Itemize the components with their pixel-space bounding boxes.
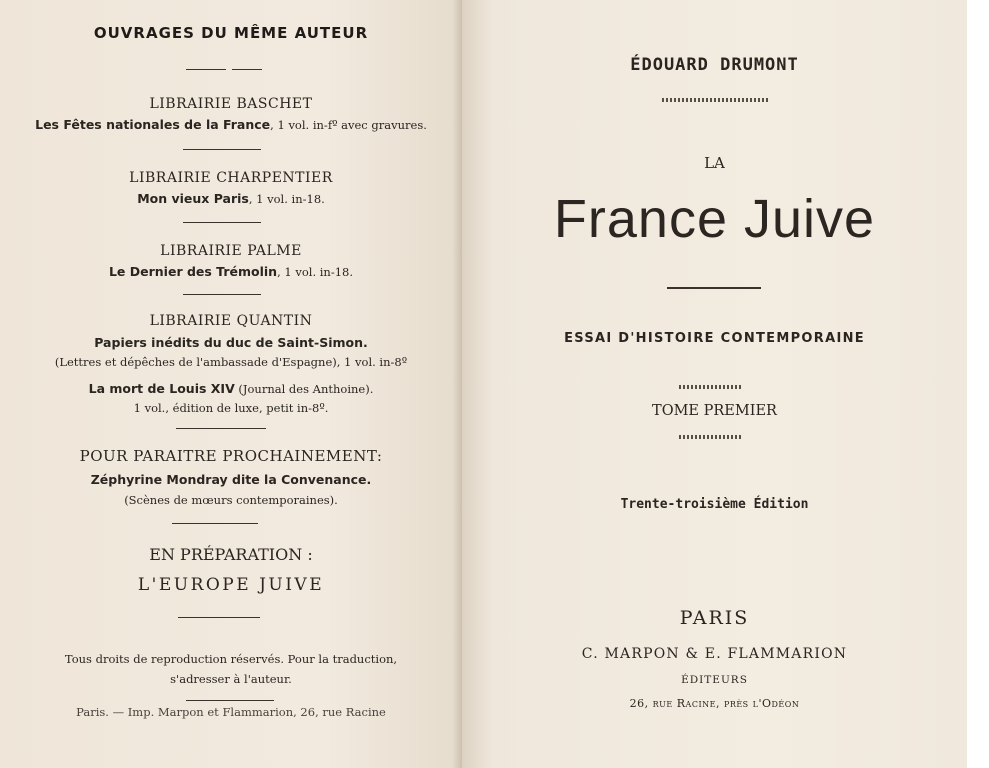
divider: [183, 222, 261, 223]
background-edge: [967, 0, 989, 768]
book-title: Les Fêtes nationales de la France: [35, 117, 271, 132]
works-heading: OUVRAGES DU MÊME AUTEUR: [93, 24, 369, 42]
divider: [183, 149, 261, 150]
book-details: , 1 vol. in-fº avec gravures.: [270, 118, 427, 132]
publisher-name: LIBRAIRIE BASCHET: [149, 96, 313, 112]
preparation-heading: EN PRÉPARATION :: [149, 545, 313, 564]
rights-notice: s'adresser à l'auteur.: [170, 672, 292, 686]
left-page: [0, 0, 462, 768]
book-title: La mort de Louis XIV: [88, 381, 235, 396]
book-entry: [0, 264, 462, 279]
book-entry: [0, 117, 462, 132]
book-entry: [0, 381, 462, 396]
publication-city: PARIS: [679, 607, 750, 629]
book-subtitle: ESSAI D'HISTOIRE CONTEMPORAINE: [564, 331, 865, 346]
publisher-role: ÉDITEURS: [681, 674, 748, 686]
rights-notice: Tous droits de reproduction réservés. Pour la traduction,: [64, 652, 398, 666]
divider: [172, 523, 258, 524]
ornament-rule: [679, 385, 743, 389]
publisher-name: C. MARPON & E. FLAMMARION: [581, 646, 848, 662]
divider: [176, 428, 266, 429]
book-title: Zéphyrine Mondray dite la Convenance.: [90, 472, 372, 487]
book-title: L'EUROPE JUIVE: [137, 575, 325, 595]
divider: [667, 287, 761, 289]
author-name: ÉDOUARD DRUMONT: [630, 55, 799, 75]
book-details: (Scènes de mœurs contemporaines).: [124, 493, 338, 507]
book-details: (Journal des Anthoine).: [234, 382, 374, 396]
publisher-name: LIBRAIRIE CHARPENTIER: [129, 170, 333, 186]
volume-label: TOME PREMIER: [652, 403, 777, 419]
book-details: (Lettres et dépêches de l'ambassade d'Espagne), 1 vol. in-8º: [54, 355, 408, 369]
book-entry: [0, 191, 462, 206]
divider: [232, 69, 262, 70]
printer-imprint: Paris. — Imp. Marpon et Flammarion, 26, rue Racine: [76, 705, 386, 719]
forthcoming-heading: POUR PARAITRE PROCHAINEMENT:: [79, 447, 383, 465]
edition-label: Trente-troisième Édition: [620, 497, 809, 512]
book-title: Mon vieux Paris: [137, 191, 249, 206]
ornament-rule: [679, 435, 743, 439]
book-title: France Juive: [553, 189, 876, 249]
title-article: LA: [704, 154, 725, 172]
book-details: , 1 vol. in-18.: [277, 265, 354, 279]
divider: [186, 69, 226, 70]
book-details: , 1 vol. in-18.: [248, 192, 325, 206]
book-details: 1 vol., édition de luxe, petit in-8º.: [133, 401, 329, 415]
title-page: [462, 0, 967, 768]
book-title: Papiers inédits du duc de Saint-Simon.: [94, 335, 368, 350]
publisher-name: LIBRAIRIE QUANTIN: [149, 313, 313, 329]
divider: [186, 700, 274, 701]
divider: [178, 617, 260, 618]
publisher-address: 26, rue Racine, près l'Odéon: [629, 697, 800, 710]
publisher-name: LIBRAIRIE PALME: [160, 243, 302, 259]
book-title: Le Dernier des Trémolin: [108, 264, 278, 279]
ornament-rule: [662, 98, 768, 102]
divider: [183, 294, 261, 295]
